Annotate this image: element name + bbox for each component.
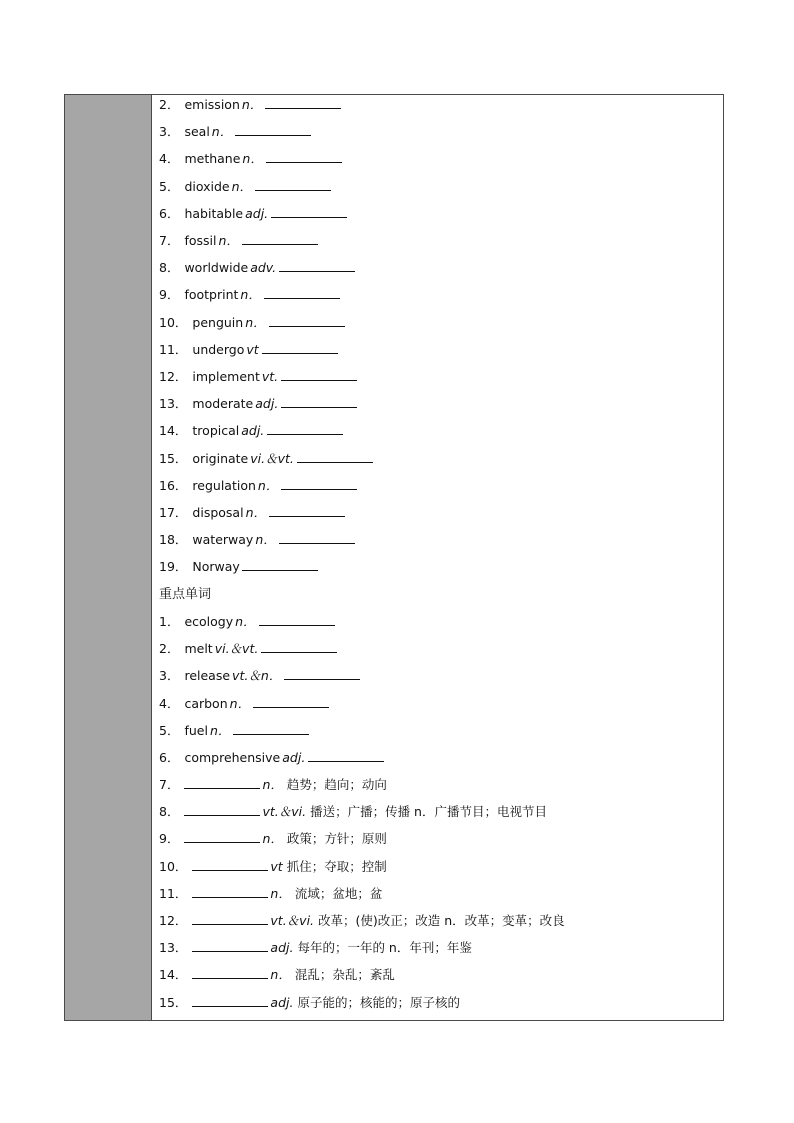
part-of-speech: vt <box>246 341 259 357</box>
part-of-speech: vt.＆vi. <box>270 913 315 928</box>
english-word: seal <box>184 124 210 140</box>
vocab-row <box>159 913 565 929</box>
item-number: 11． <box>159 341 188 357</box>
part-of-speech: n． <box>209 722 231 738</box>
answer-blank[interactable] <box>235 124 311 136</box>
item-number: 16． <box>159 477 188 493</box>
vocab-row <box>159 451 375 467</box>
part-of-speech: adj. <box>282 750 306 765</box>
part-of-speech: n． <box>240 287 261 303</box>
part-of-speech: n． <box>218 233 239 248</box>
part-of-speech: vi.＆vt. <box>250 450 294 466</box>
part-of-speech: vt.＆n． <box>232 668 282 684</box>
answer-blank[interactable] <box>308 750 384 762</box>
answer-blank[interactable] <box>279 532 355 544</box>
item-number: 6． <box>159 750 180 765</box>
item-number: 8． <box>159 260 180 276</box>
english-word: comprehensive <box>184 750 281 765</box>
english-word: penguin <box>192 314 244 330</box>
english-word: moderate <box>192 396 254 412</box>
answer-blank[interactable] <box>184 831 260 843</box>
section-heading: 重点单词 <box>159 587 212 602</box>
vocabulary-content <box>152 95 723 1020</box>
vocab-row <box>159 614 337 630</box>
english-word: regulation <box>192 477 256 493</box>
chinese-meaning: 抓住；夺取；控制 <box>286 858 387 874</box>
chinese-meaning: 混乱；杂乱；紊乱 <box>294 967 395 983</box>
part-of-speech: adj. <box>255 396 279 412</box>
item-number: 2． <box>159 641 180 657</box>
english-word: worldwide <box>184 260 249 276</box>
item-number: 5． <box>159 178 180 194</box>
vocab-row <box>159 151 344 167</box>
item-number: 2． <box>159 97 180 112</box>
answer-blank[interactable] <box>284 668 360 680</box>
english-word: implement <box>192 369 260 384</box>
item-number: 7． <box>159 777 180 792</box>
item-number: 14． <box>159 967 188 983</box>
item-number: 17． <box>159 505 188 520</box>
vocab-row <box>159 396 359 412</box>
answer-blank[interactable] <box>281 369 357 381</box>
part-of-speech: n． <box>245 505 266 520</box>
vocab-row <box>159 369 359 385</box>
part-of-speech: n． <box>231 178 253 194</box>
side-shaded-column <box>65 95 152 1020</box>
english-word: fossil <box>184 233 217 248</box>
item-number: 4． <box>159 695 180 711</box>
english-word: undergo <box>192 341 245 357</box>
answer-blank[interactable] <box>281 396 357 408</box>
vocab-row <box>159 287 342 303</box>
vocab-row <box>159 668 362 684</box>
part-of-speech: adj. <box>245 205 269 221</box>
vocab-row <box>159 750 386 766</box>
part-of-speech: adj. <box>270 994 294 1010</box>
chinese-meaning: 每年的；一年的 n．年刊；年鉴 <box>297 940 472 956</box>
vocab-row <box>159 233 320 249</box>
answer-blank[interactable] <box>242 559 318 571</box>
vocab-row <box>159 696 331 712</box>
vocab-row <box>159 859 387 875</box>
english-word: originate <box>192 450 249 466</box>
answer-blank[interactable] <box>267 423 343 435</box>
english-word: melt <box>184 641 213 657</box>
answer-blank[interactable] <box>242 233 318 245</box>
answer-blank[interactable] <box>253 696 329 708</box>
answer-blank[interactable] <box>279 260 355 272</box>
answer-blank[interactable] <box>192 967 268 979</box>
part-of-speech: n． <box>245 314 266 330</box>
item-number: 10． <box>159 858 188 874</box>
vocab-row <box>159 995 460 1011</box>
item-number: 4． <box>159 151 180 167</box>
chinese-meaning: 原子能的；核能的；原子核的 <box>297 994 460 1010</box>
item-number: 1． <box>159 614 180 629</box>
part-of-speech: n． <box>235 614 256 629</box>
part-of-speech: vt.＆vi. <box>262 804 307 820</box>
worksheet-table <box>64 94 724 1021</box>
answer-blank[interactable] <box>184 804 260 816</box>
vocab-row <box>159 505 347 521</box>
answer-blank[interactable] <box>297 451 373 463</box>
english-word: habitable <box>184 205 244 221</box>
part-of-speech: n． <box>262 777 283 792</box>
answer-blank[interactable] <box>266 151 342 163</box>
answer-blank[interactable] <box>192 886 268 898</box>
vocab-row <box>159 940 472 956</box>
item-number: 3． <box>159 124 180 140</box>
item-number: 18． <box>159 532 188 548</box>
vocab-row <box>159 179 333 195</box>
answer-blank[interactable] <box>271 206 347 218</box>
vocab-row <box>159 478 359 494</box>
english-word: waterway <box>192 532 254 548</box>
english-word: footprint <box>184 287 239 303</box>
vocab-row <box>159 124 313 140</box>
vocab-row <box>159 831 387 847</box>
answer-blank[interactable] <box>184 777 260 789</box>
part-of-speech: vt <box>270 858 283 874</box>
item-number: 12． <box>159 369 188 384</box>
english-word: ecology <box>184 614 234 629</box>
answer-blank[interactable] <box>281 478 357 490</box>
answer-blank[interactable] <box>192 940 268 952</box>
answer-blank[interactable] <box>265 97 341 109</box>
vocab-row <box>159 532 357 548</box>
part-of-speech: n． <box>270 967 291 983</box>
part-of-speech: n． <box>229 695 251 711</box>
item-number: 13． <box>159 396 188 412</box>
vocab-row <box>159 260 357 276</box>
item-number: 7． <box>159 233 180 248</box>
part-of-speech: vt. <box>261 369 279 384</box>
item-number: 6． <box>159 205 180 221</box>
part-of-speech: n． <box>241 97 263 112</box>
answer-blank[interactable] <box>192 859 268 871</box>
vocab-row <box>159 641 339 657</box>
item-number: 5． <box>159 722 180 738</box>
part-of-speech: n． <box>242 151 263 167</box>
item-number: 8． <box>159 804 180 820</box>
vocab-row <box>159 777 387 793</box>
answer-blank[interactable] <box>262 342 338 354</box>
item-number: 9． <box>159 831 180 847</box>
english-word: disposal <box>192 505 244 520</box>
english-word: Norway <box>192 559 240 575</box>
english-word: release <box>184 668 231 684</box>
item-number: 3． <box>159 668 180 684</box>
part-of-speech: adv. <box>250 260 277 276</box>
chinese-meaning: 播送；广播；传播 n．广播节目；电视节目 <box>310 804 547 820</box>
english-word: fuel <box>184 722 208 738</box>
part-of-speech: n． <box>262 831 283 847</box>
item-number: 19． <box>159 559 188 575</box>
vocab-row <box>159 342 340 358</box>
chinese-meaning: 政策；方针；原则 <box>286 831 387 847</box>
item-number: 9． <box>159 287 180 303</box>
answer-blank[interactable] <box>264 287 340 299</box>
english-word: carbon <box>184 695 228 711</box>
english-word: emission <box>184 97 240 112</box>
vocab-row <box>159 315 347 331</box>
item-number: 11． <box>159 885 188 901</box>
answer-blank[interactable] <box>233 723 309 735</box>
part-of-speech: n． <box>255 532 276 548</box>
part-of-speech: vi.＆vt. <box>214 641 259 657</box>
answer-blank[interactable] <box>269 505 345 517</box>
vocab-row <box>159 723 311 739</box>
vocab-row <box>159 423 345 439</box>
english-word: methane <box>184 151 241 167</box>
chinese-meaning: 流域；盆地；盆 <box>294 885 383 901</box>
chinese-meaning: 改革；(使)改正；改造 n．改革；变革；改良 <box>318 913 565 928</box>
part-of-speech: adj. <box>270 940 294 956</box>
part-of-speech: n． <box>211 124 233 140</box>
answer-blank[interactable] <box>261 641 337 653</box>
english-word: tropical <box>192 423 240 439</box>
vocab-row <box>159 559 320 575</box>
vocab-row <box>159 886 382 902</box>
vocab-row <box>159 206 349 222</box>
item-number: 13． <box>159 940 188 956</box>
vocab-row <box>159 804 547 820</box>
item-number: 14． <box>159 423 188 439</box>
vocab-row <box>159 97 343 113</box>
answer-blank[interactable] <box>192 995 268 1007</box>
answer-blank[interactable] <box>269 315 345 327</box>
answer-blank[interactable] <box>255 179 331 191</box>
part-of-speech: n． <box>257 477 279 493</box>
item-number: 12． <box>159 913 188 928</box>
part-of-speech: n． <box>270 885 291 901</box>
item-number: 15． <box>159 994 188 1010</box>
vocab-row <box>159 967 395 983</box>
answer-blank[interactable] <box>192 913 268 925</box>
item-number: 15． <box>159 450 188 466</box>
answer-blank[interactable] <box>259 614 335 626</box>
part-of-speech: adj. <box>241 423 265 439</box>
english-word: dioxide <box>184 178 230 194</box>
item-number: 10． <box>159 314 188 330</box>
chinese-meaning: 趋势；趋向；动向 <box>286 777 387 792</box>
